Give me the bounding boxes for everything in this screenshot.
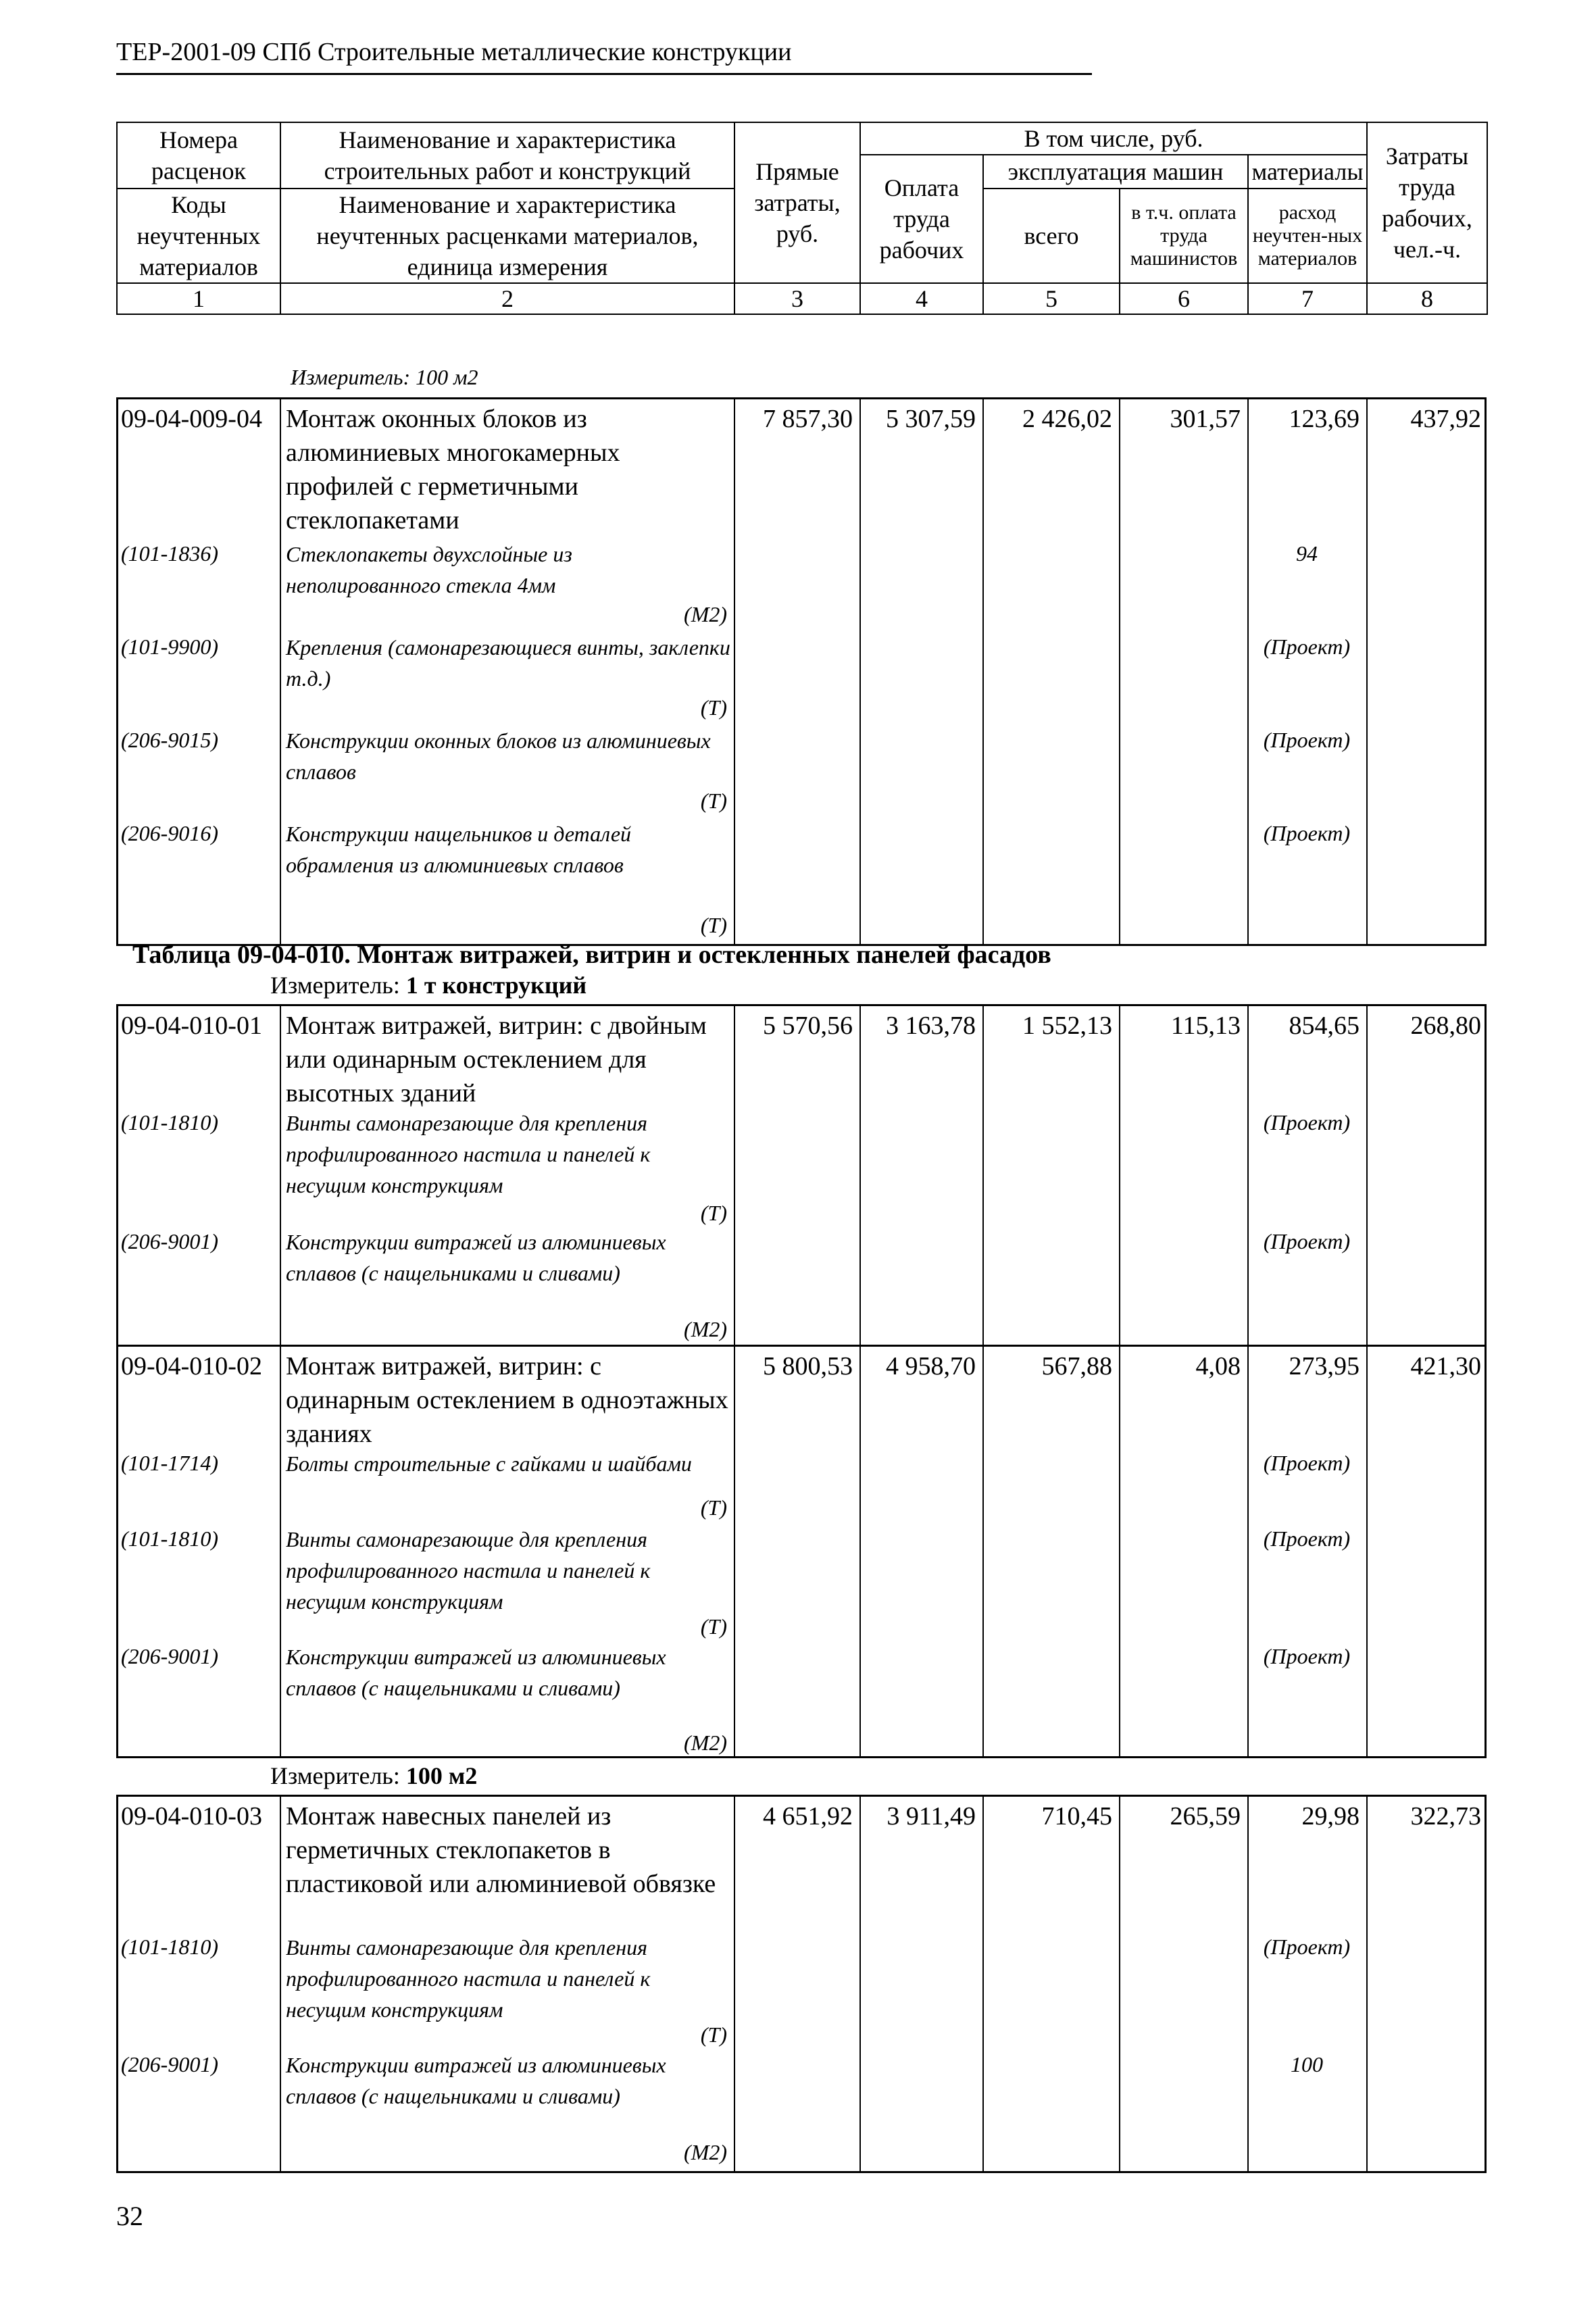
page-number: 32: [116, 2201, 143, 2231]
material-code: (206-9001): [121, 2052, 218, 2076]
direct-costs-value: 4 651,92: [763, 1802, 853, 1831]
material-code: (206-9001): [121, 1229, 218, 1253]
labor-hours-value: 268,80: [1410, 1012, 1481, 1040]
machines-total-value: 567,88: [1041, 1352, 1112, 1380]
material-code: (101-1714): [121, 1451, 218, 1475]
col-number-5: 5: [983, 283, 1120, 314]
material-unit: (М2): [684, 1731, 727, 1755]
rate-block-09-04-010: [116, 1004, 1487, 1758]
col-header-machines: эксплуатация машин: [983, 155, 1248, 189]
measure-label-1: Измеритель: 100 м2: [291, 365, 478, 389]
col-number-7: 7: [1248, 283, 1367, 314]
col-header-labor-hours: Затраты труда рабочих, чел.-ч.: [1367, 122, 1487, 283]
material-amount: (Проект): [1263, 1526, 1351, 1551]
col-number-4: 4: [860, 283, 983, 314]
worker-pay-value: 3 163,78: [886, 1012, 976, 1040]
material-code: (206-9001): [121, 1644, 218, 1668]
material-name: Винты самонарезающие для крепления профилированного настила и панелей к несущим конструкциям: [286, 1935, 651, 2022]
measure-label-3: [270, 1761, 477, 1791]
worker-pay-value: 4 958,70: [886, 1352, 976, 1380]
column-header-table: [116, 122, 1488, 315]
material-code: (101-1810): [121, 1110, 218, 1135]
material-amount: (Проект): [1263, 728, 1351, 752]
material-unit: (Т): [700, 2022, 727, 2047]
material-unit: (Т): [700, 695, 727, 720]
machines-total-value: 1 552,13: [1022, 1012, 1112, 1040]
page-header-title: ТЕР-2001-09 СПб Строительные металлические конструкции: [116, 35, 1092, 75]
material-unit: (Т): [700, 1495, 727, 1520]
col-number-8: 8: [1367, 283, 1487, 314]
machines-total-value: 2 426,02: [1022, 405, 1112, 433]
material-name: Болты строительные с гайками и шайбами: [286, 1451, 692, 1476]
materials-value: 29,98: [1301, 1802, 1360, 1831]
material-name: Конструкции витражей из алюминиевых сплавов (с нащельниками и сливами): [286, 1230, 666, 1285]
col-header-material-codes: Коды неучтенных материалов: [117, 189, 280, 283]
material-code: (101-1810): [121, 1526, 218, 1551]
material-code: (206-9015): [121, 728, 218, 752]
material-code: (101-1836): [121, 541, 218, 566]
labor-hours-value: 437,92: [1410, 405, 1481, 433]
rate-name: Монтаж витражей, витрин: с одинарным остеклением в одноэтажных зданиях: [286, 1352, 728, 1448]
material-name: Конструкции витражей из алюминиевых сплавов (с нащельниками и сливами): [286, 2053, 666, 2108]
material-unit: (Т): [700, 913, 727, 937]
worker-pay-value: 3 911,49: [887, 1802, 976, 1831]
col-header-direct-costs: Прямые затраты, руб.: [734, 122, 860, 283]
measure-unit: 100 м2: [405, 1762, 478, 1789]
material-name: Конструкции оконных блоков из алюминиевых сплавов: [286, 728, 711, 784]
material-amount: (Проект): [1263, 1229, 1351, 1253]
rate-code: 09-04-010-03: [121, 1802, 262, 1831]
col-number-3: 3: [734, 283, 860, 314]
material-amount: 100: [1291, 2052, 1323, 2076]
rate-code: 09-04-010-02: [121, 1352, 262, 1380]
material-amount: 94: [1296, 541, 1318, 566]
material-amount: (Проект): [1263, 1451, 1351, 1475]
material-unit: (Т): [700, 1201, 727, 1225]
rate-name: Монтаж витражей, витрин: с двойным или одинарным остеклением для высотных зданий: [286, 1012, 707, 1107]
labor-hours-value: 421,30: [1410, 1352, 1481, 1380]
measure-label-text: Измеритель:: [270, 972, 400, 999]
material-amount: (Проект): [1263, 1644, 1351, 1668]
material-code: (101-9900): [121, 634, 218, 659]
col-header-including: В том числе, руб.: [860, 122, 1367, 155]
material-name: Конструкции витражей из алюминиевых сплавов (с нащельниками и сливами): [286, 1645, 666, 1700]
material-amount: (Проект): [1263, 1110, 1351, 1135]
material-amount: (Проект): [1263, 1935, 1351, 1959]
col-header-material-names: Наименование и характеристика неучтенных расценками материалов, единица измерения: [280, 189, 734, 283]
col-header-machines-total: всего: [983, 189, 1120, 283]
material-unit: (Т): [700, 1614, 727, 1639]
materials-value: 273,95: [1289, 1352, 1360, 1380]
machinist-pay-value: 265,59: [1170, 1802, 1241, 1831]
direct-costs-value: 7 857,30: [763, 405, 853, 433]
rate-name: Монтаж навесных панелей из герметичных стеклопакетов в пластиковой или алюминиевой обвязке: [286, 1802, 716, 1898]
col-header-machinist-pay: в т.ч. оплата труда машинистов: [1120, 189, 1248, 283]
material-amount: (Проект): [1263, 634, 1351, 659]
material-unit: (М2): [684, 602, 727, 626]
material-code: (101-1810): [121, 1935, 218, 1959]
measure-unit: 1 т конструкций: [405, 972, 587, 999]
direct-costs-value: 5 570,56: [763, 1012, 853, 1040]
material-name: Стеклопакеты двухслойные из неполированного стекла 4мм: [286, 542, 572, 597]
materials-value: 854,65: [1289, 1012, 1360, 1040]
col-header-worker-pay: Оплата труда рабочих: [860, 155, 983, 283]
material-name: Винты самонарезающие для крепления профилированного настила и панелей к несущим конструкциям: [286, 1111, 651, 1197]
materials-value: 123,69: [1289, 405, 1360, 433]
col-number-6: 6: [1120, 283, 1248, 314]
material-unit: (М2): [684, 2140, 727, 2164]
material-name: Конструкции нащельников и деталей обрамления из алюминиевых сплавов: [286, 822, 632, 877]
col-header-work-name: Наименование и характеристика строительных работ и конструкций: [280, 122, 734, 189]
machinist-pay-value: 4,08: [1195, 1352, 1241, 1380]
col-header-unaccounted-materials: расход неучтен-ных материалов: [1248, 189, 1367, 283]
material-amount: (Проект): [1263, 821, 1351, 845]
material-name: Винты самонарезающие для крепления профилированного настила и панелей к несущим конструкциям: [286, 1527, 651, 1614]
table-caption: Таблица 09-04-010. Монтаж витражей, витрин и остекленных панелей фасадов: [132, 941, 1051, 969]
worker-pay-value: 5 307,59: [886, 405, 976, 433]
col-number-2: 2: [280, 283, 734, 314]
measure-label-text: Измеритель:: [270, 1762, 400, 1789]
material-code: (206-9016): [121, 821, 218, 845]
rate-name: Монтаж оконных блоков из алюминиевых многокамерных профилей с герметичными стеклопакетами: [286, 405, 620, 534]
rate-code: 09-04-010-01: [121, 1012, 262, 1040]
material-name: Крепления (самонарезающиеся винты, заклепки т.д.): [286, 635, 730, 691]
direct-costs-value: 5 800,53: [763, 1352, 853, 1380]
machines-total-value: 710,45: [1041, 1802, 1112, 1831]
machinist-pay-value: 115,13: [1170, 1012, 1241, 1040]
col-header-rate-numbers: Номера расценок: [117, 122, 280, 189]
rate-block-09-04-009-04: [116, 397, 1487, 946]
material-unit: (М2): [684, 1317, 727, 1341]
machinist-pay-value: 301,57: [1170, 405, 1241, 433]
col-header-materials: материалы: [1248, 155, 1367, 189]
rate-code: 09-04-009-04: [121, 405, 262, 433]
material-unit: (Т): [700, 789, 727, 813]
rate-block-09-04-010-03: [116, 1795, 1487, 2173]
col-number-1: 1: [117, 283, 280, 314]
labor-hours-value: 322,73: [1410, 1802, 1481, 1831]
measure-label-2: [270, 970, 587, 1000]
